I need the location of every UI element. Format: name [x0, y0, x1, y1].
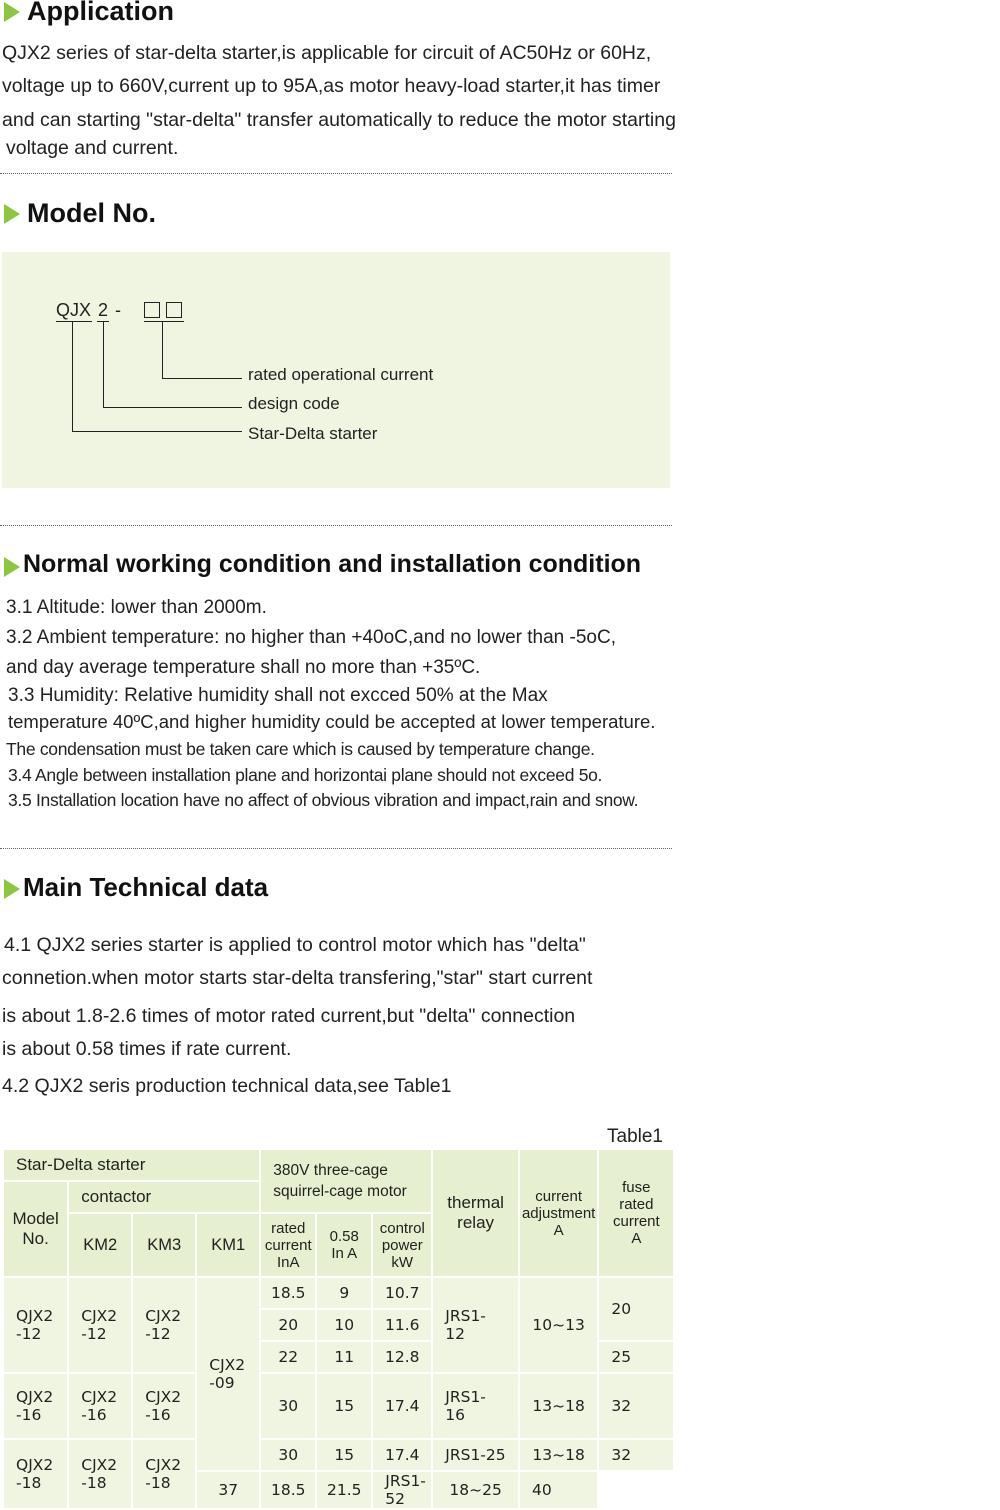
current-adjustment-cell: 18~25 — [432, 1471, 519, 1509]
rated-current-cell: 30 — [260, 1439, 316, 1471]
header-058-in: 0.58 In A — [316, 1213, 372, 1277]
header-star-delta-starter: Star-Delta starter — [3, 1149, 260, 1181]
condition-line-3: and day average temperature shall no more than +35ºC. — [6, 657, 481, 678]
connector-line — [162, 378, 242, 379]
header-rated-current: rated current InA — [260, 1213, 316, 1277]
fuse-cell: 40 — [519, 1471, 598, 1509]
thermal-relay-cell: JRS1- 16 — [432, 1373, 519, 1439]
technical-data-table — [2, 1148, 675, 1510]
rated-current-cell: 20 — [260, 1309, 316, 1341]
fuse-cell: 20 — [598, 1277, 674, 1341]
km3-cell: CJX2 -12 — [132, 1277, 196, 1373]
application-line-4: voltage and current. — [6, 137, 179, 159]
header-model-no: Model No. — [3, 1181, 68, 1277]
section-marker-icon — [4, 204, 20, 224]
km2-cell: CJX2 -18 — [68, 1439, 132, 1509]
condition-line-5: temperature 40ºC,and higher humidity could be accepted at lower temperature. — [8, 711, 656, 732]
control-power-cell: 10.7 — [372, 1277, 432, 1309]
model-cell: QJX2 -12 — [3, 1277, 68, 1373]
thermal-relay-cell: JRS1-52 — [372, 1471, 432, 1509]
current-adjustment-cell: 13~18 — [519, 1439, 598, 1471]
ratio-cell: 9 — [316, 1277, 372, 1309]
application-line-3: and can starting "star-delta" transfer automatically to reduce the motor starting — [2, 109, 676, 131]
technical-line-5: 4.2 QJX2 seris production technical data,see Table1 — [2, 1075, 452, 1097]
header-motor: 380V three-cage squirrel-cage motor — [260, 1149, 432, 1213]
divider — [0, 525, 672, 526]
model-code-prefix: QJX — [56, 300, 92, 320]
ratio-cell: 10 — [316, 1309, 372, 1341]
thermal-relay-cell: JRS1-25 — [432, 1439, 519, 1471]
model-code-dash: - — [115, 300, 121, 320]
ratio-cell: 18.5 — [260, 1471, 316, 1509]
connector-line — [103, 407, 242, 408]
conditions-heading: Normal working condition and installation condition — [23, 550, 642, 578]
header-control-power: control power kW — [372, 1213, 432, 1277]
header-km2: KM2 — [68, 1213, 132, 1277]
technical-line-2: connetion.when motor starts star-delta transfering,"star" start current — [2, 967, 593, 989]
condition-line-8: 3.5 Installation location have no affect of obvious vibration and impact,rain and snow. — [8, 790, 639, 810]
underline — [56, 321, 92, 322]
header-km1: KM1 — [196, 1213, 260, 1277]
rated-current-cell: 22 — [260, 1341, 316, 1373]
label-starter-type: Star-Delta starter — [248, 424, 378, 443]
km3-cell: CJX2 -18 — [132, 1439, 196, 1509]
control-power-cell: 17.4 — [372, 1373, 432, 1439]
model-cell: QJX2 -18 — [3, 1439, 68, 1509]
table-caption: Table1 — [607, 1126, 663, 1147]
connector-line — [162, 322, 163, 378]
current-adjustment-cell: 13~18 — [519, 1373, 598, 1439]
model-code-digit: 2 — [98, 300, 109, 320]
technical-line-1: 4.1 QJX2 series starter is applied to control motor which has "delta" — [4, 934, 586, 956]
header-fuse-rated-current: fuse rated current A — [598, 1149, 674, 1277]
rated-current-cell: 30 — [260, 1373, 316, 1439]
application-heading: Application — [27, 0, 174, 26]
header-current-adjustment: current adjustment A — [519, 1149, 598, 1277]
rated-current-cell: 18.5 — [260, 1277, 316, 1309]
model-code-diagram — [2, 252, 670, 488]
condition-line-6: The condensation must be taken care which is caused by temperature change. — [6, 739, 595, 759]
ratio-cell: 15 — [316, 1373, 372, 1439]
model-cell: QJX2 -16 — [3, 1373, 68, 1439]
placeholder-box — [166, 302, 182, 318]
technical-line-3: is about 1.8-2.6 times of motor rated current,but "delta" connection — [2, 1005, 576, 1027]
current-adjustment-cell: 10~13 — [519, 1277, 598, 1373]
condition-line-7: 3.4 Angle between installation plane and horizontai plane should not exceed 5o. — [8, 765, 603, 785]
section-marker-icon — [4, 879, 20, 899]
connector-line — [72, 431, 242, 432]
ratio-cell: 15 — [316, 1439, 372, 1471]
label-rated-current: rated operational current — [248, 365, 434, 384]
control-power-cell: 11.6 — [372, 1309, 432, 1341]
fuse-cell: 25 — [598, 1341, 674, 1373]
control-power-cell: 17.4 — [372, 1439, 432, 1471]
application-line-1: QJX2 series of star-delta starter,is applicable for circuit of AC50Hz or 60Hz, — [2, 42, 652, 64]
control-power-cell: 21.5 — [316, 1471, 372, 1509]
connector-line — [72, 322, 73, 431]
condition-line-2: 3.2 Ambient temperature: no higher than +40oC,and no lower than -5oC, — [6, 627, 616, 648]
km2-cell: CJX2 -16 — [68, 1373, 132, 1439]
km1-cell: CJX2 -09 — [196, 1277, 260, 1471]
header-thermal-relay: thermal relay — [432, 1149, 519, 1277]
section-marker-icon — [4, 2, 20, 22]
km3-cell: CJX2 -16 — [132, 1373, 196, 1439]
connector-line — [103, 322, 104, 407]
section-marker-icon — [4, 557, 20, 577]
control-power-cell: 12.8 — [372, 1341, 432, 1373]
label-design-code: design code — [248, 394, 340, 413]
header-contactor: contactor — [68, 1181, 260, 1213]
condition-line-4: 3.3 Humidity: Relative humidity shall not excced 50% at the Max — [8, 685, 548, 706]
condition-line-1: 3.1 Altitude: lower than 2000m. — [6, 597, 267, 618]
divider — [0, 848, 672, 849]
underline — [144, 321, 184, 322]
thermal-relay-cell: JRS1- 12 — [432, 1277, 519, 1373]
application-line-2: voltage up to 660V,current up to 95A,as motor heavy-load starter,it has timer — [2, 75, 661, 97]
placeholder-box — [144, 302, 160, 318]
rated-current-cell: 37 — [196, 1471, 260, 1509]
divider — [0, 173, 672, 174]
fuse-cell: 32 — [598, 1373, 674, 1439]
model-heading: Model No. — [27, 198, 156, 228]
fuse-cell: 32 — [598, 1439, 674, 1471]
km2-cell: CJX2 -12 — [68, 1277, 132, 1373]
technical-line-4: is about 0.58 times if rate current. — [2, 1038, 292, 1060]
technical-heading: Main Technical data — [23, 872, 269, 902]
ratio-cell: 11 — [316, 1341, 372, 1373]
header-km3: KM3 — [132, 1213, 196, 1277]
